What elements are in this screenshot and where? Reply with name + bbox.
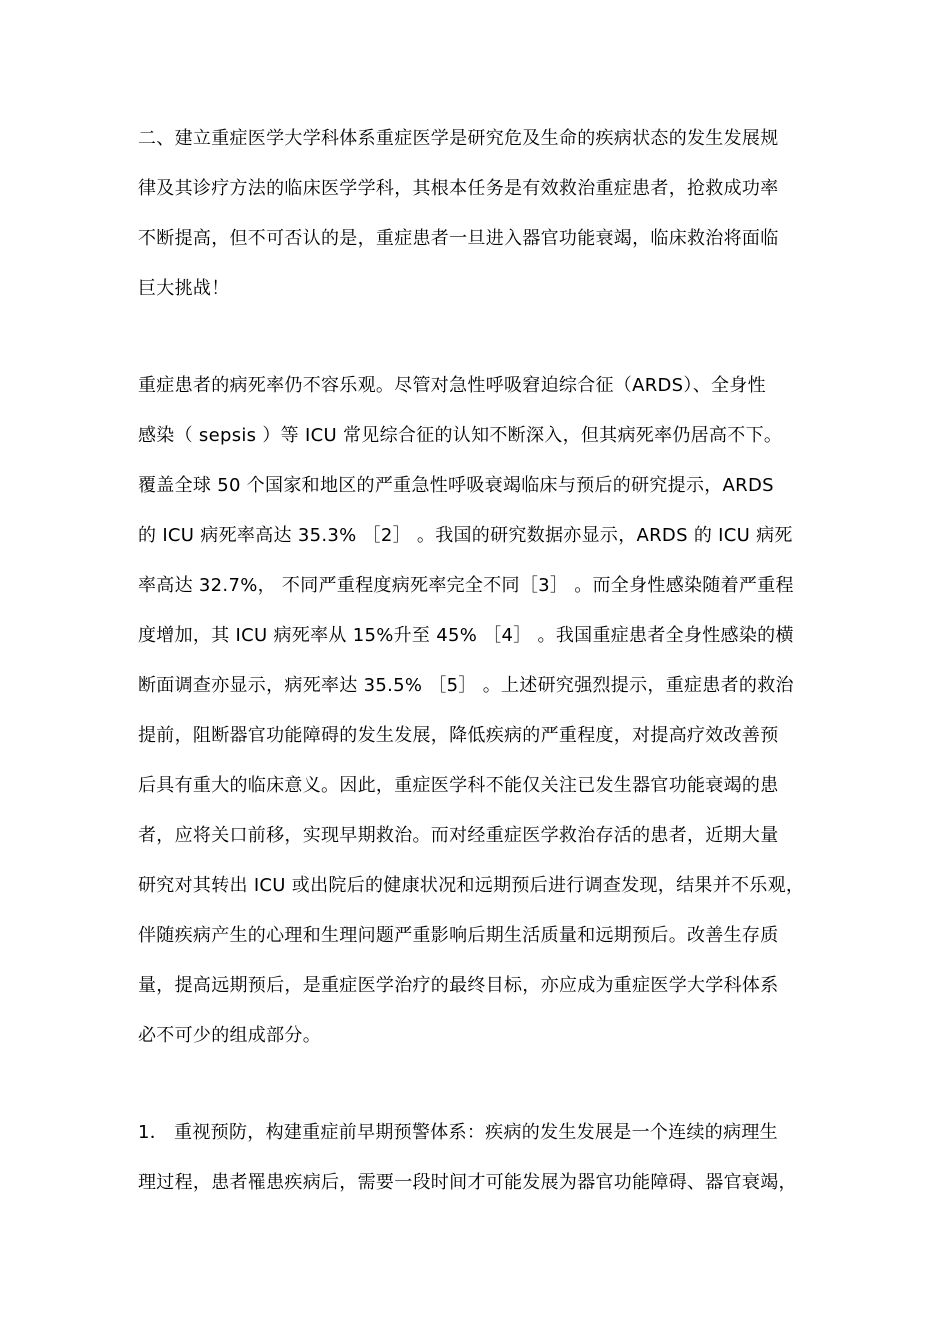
text-line: 覆盖全球 50 个国家和地区的严重急性呼吸衰竭临床与预后的研究提示，ARDS [138, 475, 774, 496]
paragraph-1 [138, 122, 828, 322]
paragraph-3 [138, 1116, 828, 1216]
text-line: 提前，阻断器官功能障碍的发生发展，降低疾病的严重程度，对提高疗效改善预 [138, 725, 779, 746]
text-line: 率高达 32.7%， 不同严重程度病死率完全不同［3］ 。而全身性感染随着严重程 [138, 575, 794, 596]
text-line: 者，应将关口前移，实现早期救治。而对经重症医学救治存活的患者，近期大量 [138, 825, 779, 846]
paragraph-spacer [138, 322, 828, 369]
text-line: 量，提高远期预后，是重症医学治疗的最终目标，亦应成为重症医学大学科体系 [138, 975, 779, 996]
text-line: 后具有重大的临床意义。因此，重症医学科不能仅关注已发生器官功能衰竭的患 [138, 775, 779, 796]
text-line: 度增加，其 ICU 病死率从 15%升至 45% ［4］ 。我国重症患者全身性感染的横 [138, 625, 794, 646]
text-line: 律及其诊疗方法的临床医学学科，其根本任务是有效救治重症患者，抢救成功率 [138, 178, 779, 199]
text-line: 研究对其转出 ICU 或出院后的健康状况和远期预后进行调查发现，结果并不乐观， [138, 875, 805, 896]
text-line: 不断提高，但不可否认的是，重症患者一旦进入器官功能衰竭，临床救治将面临 [138, 228, 779, 249]
text-line: 的 ICU 病死率高达 35.3% ［2］ 。我国的研究数据亦显示，ARDS 的 ICU 病死 [138, 525, 793, 546]
text-line: 1． 重视预防，构建重症前早期预警体系：疾病的发生发展是一个连续的病理生 [138, 1122, 778, 1143]
text-line: 巨大挑战！ [138, 278, 230, 299]
text-line: 二、建立重症医学大学科体系重症医学是研究危及生命的疾病状态的发生发展规 [138, 128, 779, 149]
text-line: 伴随疾病产生的心理和生理问题严重影响后期生活质量和远期预后。改善生存质 [138, 925, 779, 946]
text-line: 重症患者的病死率仍不容乐观。尽管对急性呼吸窘迫综合征（ARDS）、全身性 [138, 375, 766, 396]
paragraph-2 [138, 369, 828, 1069]
document-body [138, 122, 828, 1216]
text-line: 断面调查亦显示，病死率达 35.5% ［5］ 。上述研究强烈提示，重症患者的救治 [138, 675, 794, 696]
text-line: 必不可少的组成部分。 [138, 1025, 321, 1046]
paragraph-spacer [138, 1069, 828, 1116]
text-line: 理过程，患者罹患疾病后，需要一段时间才可能发展为器官功能障碍、器官衰竭， [138, 1172, 797, 1193]
text-line: 感染（ sepsis ）等 ICU 常见综合征的认知不断深入，但其病死率仍居高不下。 [138, 425, 783, 446]
